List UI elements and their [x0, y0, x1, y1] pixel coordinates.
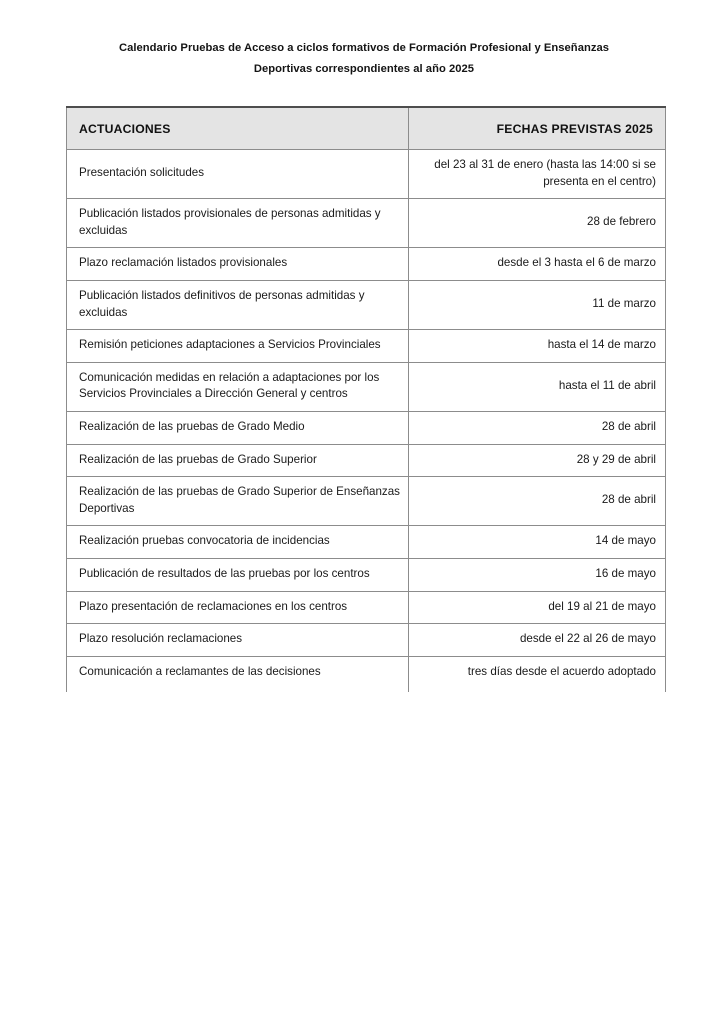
cell-actuacion: Realización de las pruebas de Grado Superior de Enseñanzas Deportivas [67, 477, 409, 526]
cell-fecha: desde el 22 al 26 de mayo [409, 624, 666, 657]
table-row [67, 411, 666, 444]
cell-actuacion: Comunicación medidas en relación a adaptaciones por los Servicios Provinciales a Dirección General y centros [67, 362, 409, 411]
cell-fecha: hasta el 14 de marzo [409, 330, 666, 363]
page-title-line-2: Deportivas correspondientes al año 2025 [253, 63, 475, 75]
table-row [67, 526, 666, 559]
table-row [67, 362, 666, 411]
cell-actuacion: Publicación de resultados de las pruebas por los centros [67, 558, 409, 591]
table-row [67, 477, 666, 526]
table-header-row [67, 107, 666, 150]
table-body [67, 150, 666, 693]
table-row [67, 199, 666, 248]
cell-actuacion: Publicación listados definitivos de personas admitidas y excluidas [67, 280, 409, 329]
cell-fecha: 11 de marzo [409, 280, 666, 329]
cell-fecha: 28 y 29 de abril [409, 444, 666, 477]
cell-fecha: 14 de mayo [409, 526, 666, 559]
cell-actuacion: Realización de las pruebas de Grado Medio [67, 411, 409, 444]
calendar-table [66, 106, 666, 692]
cell-fecha: desde el 3 hasta el 6 de marzo [409, 248, 666, 281]
table-row [67, 330, 666, 363]
cell-actuacion: Plazo presentación de reclamaciones en los centros [67, 591, 409, 624]
cell-actuacion: Publicación listados provisionales de personas admitidas y excluidas [67, 199, 409, 248]
table-row [67, 656, 666, 692]
calendar-table-container [66, 106, 665, 692]
cell-fecha: 28 de abril [409, 411, 666, 444]
table-row [67, 558, 666, 591]
cell-actuacion: Remisión peticiones adaptaciones a Servicios Provinciales [67, 330, 409, 363]
cell-fecha: del 19 al 21 de mayo [409, 591, 666, 624]
table-row [67, 444, 666, 477]
cell-fecha: tres días desde el acuerdo adoptado [409, 656, 666, 692]
cell-fecha: hasta el 11 de abril [409, 362, 666, 411]
table-row [67, 624, 666, 657]
cell-actuacion: Plazo resolución reclamaciones [67, 624, 409, 657]
column-header-actuaciones: ACTUACIONES [67, 107, 409, 150]
table-header [67, 107, 666, 150]
cell-actuacion: Presentación solicitudes [67, 150, 409, 199]
cell-fecha: 28 de abril [409, 477, 666, 526]
page-title [62, 38, 666, 80]
table-row [67, 280, 666, 329]
cell-actuacion: Realización pruebas convocatoria de incidencias [67, 526, 409, 559]
cell-fecha: del 23 al 31 de enero (hasta las 14:00 si se presenta en el centro) [409, 150, 666, 199]
column-header-fechas-previstas: FECHAS PREVISTAS 2025 [409, 107, 666, 150]
cell-actuacion: Realización de las pruebas de Grado Superior [67, 444, 409, 477]
page-title-line-1: Calendario Pruebas de Acceso a ciclos formativos de Formación Profesional y Enseñanzas [118, 42, 610, 54]
table-row [67, 150, 666, 199]
table-row [67, 591, 666, 624]
cell-actuacion: Comunicación a reclamantes de las decisiones [67, 656, 409, 692]
cell-fecha: 28 de febrero [409, 199, 666, 248]
cell-actuacion: Plazo reclamación listados provisionales [67, 248, 409, 281]
table-row [67, 248, 666, 281]
cell-fecha: 16 de mayo [409, 558, 666, 591]
